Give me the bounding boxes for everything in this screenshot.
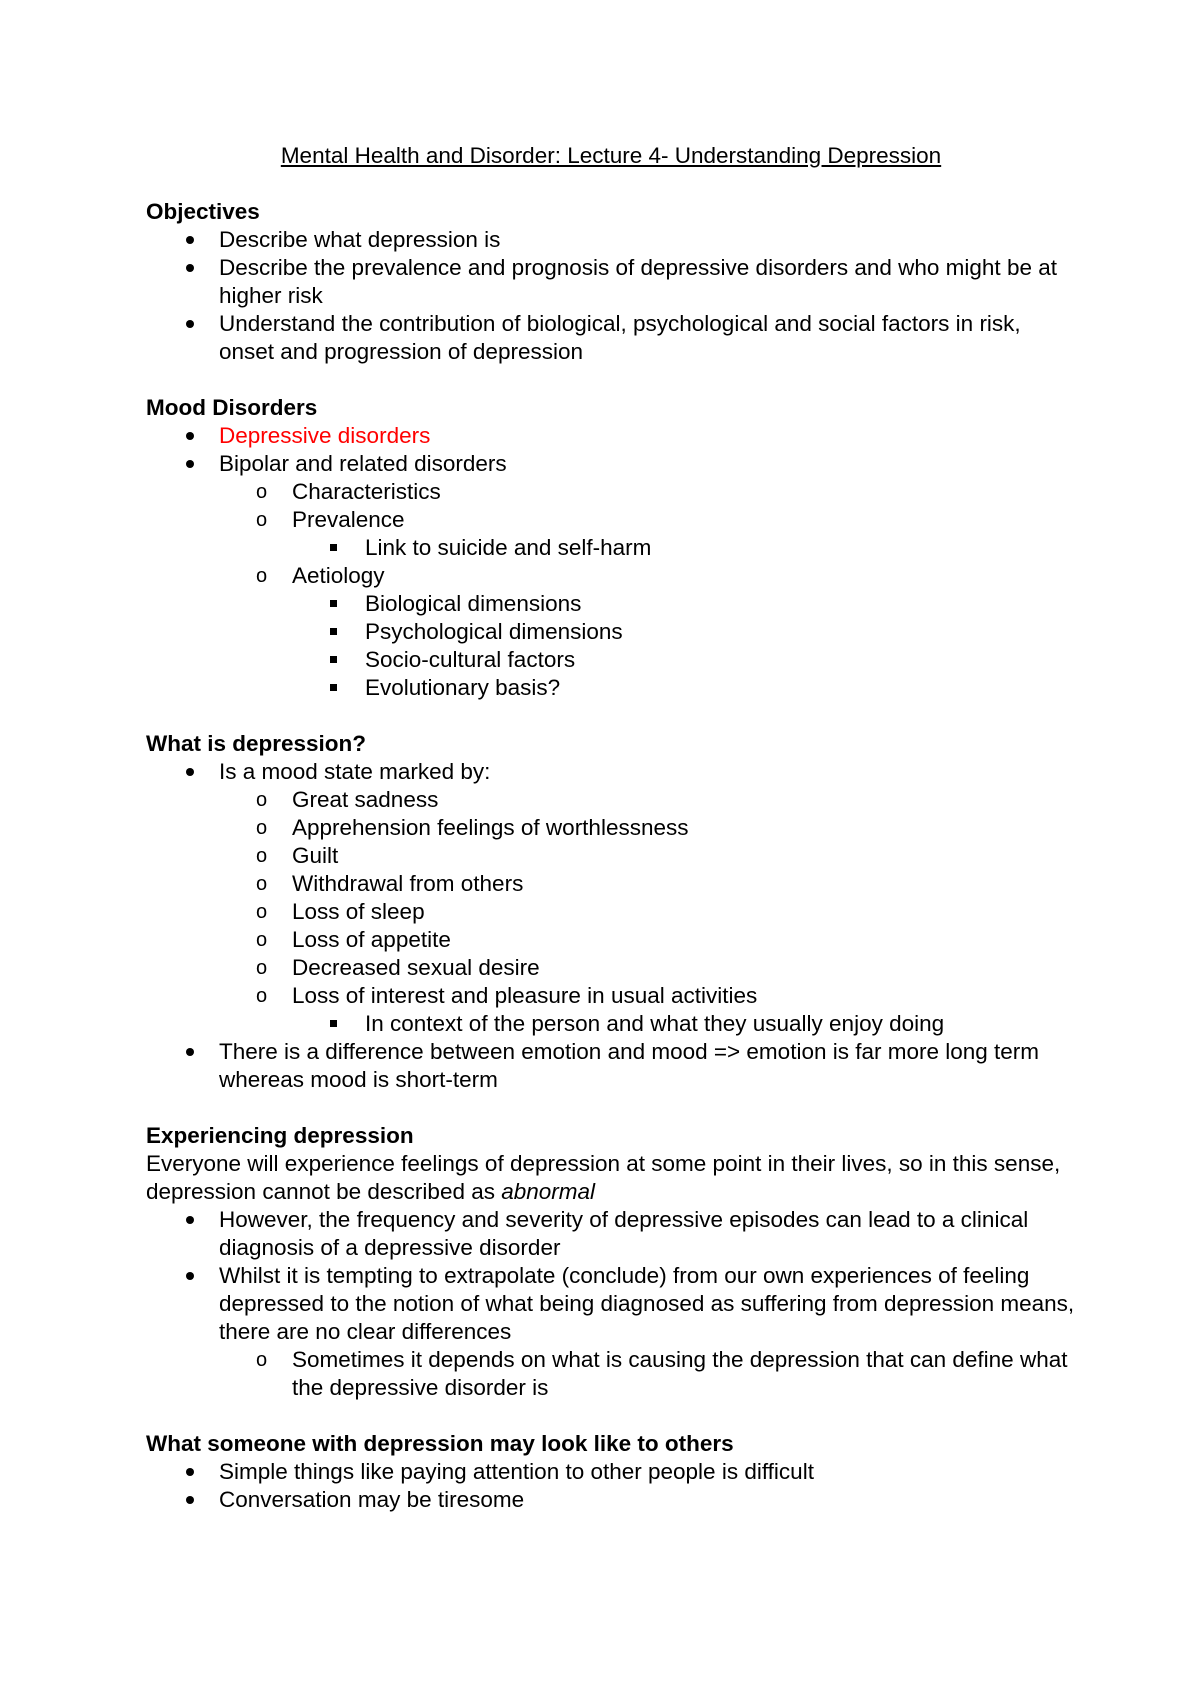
list-item: Bipolar and related disorders <box>146 450 1076 478</box>
sub-list <box>146 478 1076 534</box>
bullet-list <box>146 1206 1076 1346</box>
sub-sub-list-item: Link to suicide and self-harm <box>146 534 1076 562</box>
section-what-is-depression <box>146 730 1076 1094</box>
sub-list-item: o Aetiology <box>146 562 1076 590</box>
section-experiencing-depression <box>146 1122 1076 1402</box>
sub-sub-list-item: Socio-cultural factors <box>146 646 1076 674</box>
section-heading: Objectives <box>146 199 260 224</box>
sub-list-item: o Great sadness <box>146 786 1076 814</box>
list-item: There is a difference between emotion and mood => emotion is far more long term whereas mood is short-term <box>146 1038 1076 1094</box>
paragraph-text: Everyone will experience feelings of depression at some point in their lives, so in this sense, depression cannot be described as <box>146 1151 1061 1204</box>
sub-sub-list-item: Evolutionary basis? <box>146 674 1076 702</box>
section-heading: Experiencing depression <box>146 1123 414 1148</box>
sub-list <box>146 786 1076 1010</box>
section-heading: What someone with depression may look like to others <box>146 1431 734 1456</box>
document-content <box>146 142 1076 1542</box>
sub-list-item: o Sometimes it depends on what is causing the depression that can define what the depressive disorder is <box>146 1346 1076 1402</box>
list-item: Conversation may be tiresome <box>146 1486 1076 1514</box>
list-item: Whilst it is tempting to extrapolate (conclude) from our own experiences of feeling depressed to the notion of what being diagnosed as suffering from depression means, there are no clear differences <box>146 1262 1076 1346</box>
section-heading: What is depression? <box>146 731 367 756</box>
sub-list-item: o Loss of interest and pleasure in usual activities <box>146 982 1076 1010</box>
sub-list-item: o Decreased sexual desire <box>146 954 1076 982</box>
bullet-list <box>146 1458 1076 1514</box>
sub-sub-list-item: In context of the person and what they usually enjoy doing <box>146 1010 1076 1038</box>
sub-list-item: o Loss of appetite <box>146 926 1076 954</box>
bullet-list <box>146 226 1076 366</box>
sub-sub-list <box>146 1010 1076 1038</box>
section-objectives <box>146 198 1076 366</box>
sub-list-item: o Apprehension feelings of worthlessness <box>146 814 1076 842</box>
sub-list <box>146 562 1076 590</box>
sub-list-item: o Withdrawal from others <box>146 870 1076 898</box>
emphasized-word: abnormal <box>501 1179 596 1204</box>
list-item-highlighted: Depressive disorders <box>146 422 1076 450</box>
section-mood-disorders <box>146 394 1076 702</box>
sub-list-item: o Guilt <box>146 842 1076 870</box>
list-item: Describe the prevalence and prognosis of depressive disorders and who might be at higher risk <box>146 254 1076 310</box>
bullet-list <box>146 758 1076 786</box>
sub-list <box>146 1346 1076 1402</box>
section-heading: Mood Disorders <box>146 395 318 420</box>
page-title: Mental Health and Disorder: Lecture 4- Understanding Depression <box>280 143 942 168</box>
bullet-list <box>146 422 1076 478</box>
list-item: Understand the contribution of biological, psychological and social factors in risk, onset and progression of depression <box>146 310 1076 366</box>
section-look-to-others <box>146 1430 1076 1514</box>
sub-list-item: o Loss of sleep <box>146 898 1076 926</box>
sub-list-item: o Prevalence <box>146 506 1076 534</box>
bullet-list <box>146 1038 1076 1094</box>
list-item: Describe what depression is <box>146 226 1076 254</box>
list-item: However, the frequency and severity of depressive episodes can lead to a clinical diagnosis of a depressive disorder <box>146 1206 1076 1262</box>
list-item: Is a mood state marked by: <box>146 758 1076 786</box>
sub-sub-list <box>146 534 1076 562</box>
sub-sub-list <box>146 590 1076 702</box>
intro-paragraph <box>146 1150 1076 1206</box>
sub-sub-list-item: Biological dimensions <box>146 590 1076 618</box>
sub-list-item: o Characteristics <box>146 478 1076 506</box>
sub-sub-list-item: Psychological dimensions <box>146 618 1076 646</box>
list-item: Simple things like paying attention to other people is difficult <box>146 1458 1076 1486</box>
